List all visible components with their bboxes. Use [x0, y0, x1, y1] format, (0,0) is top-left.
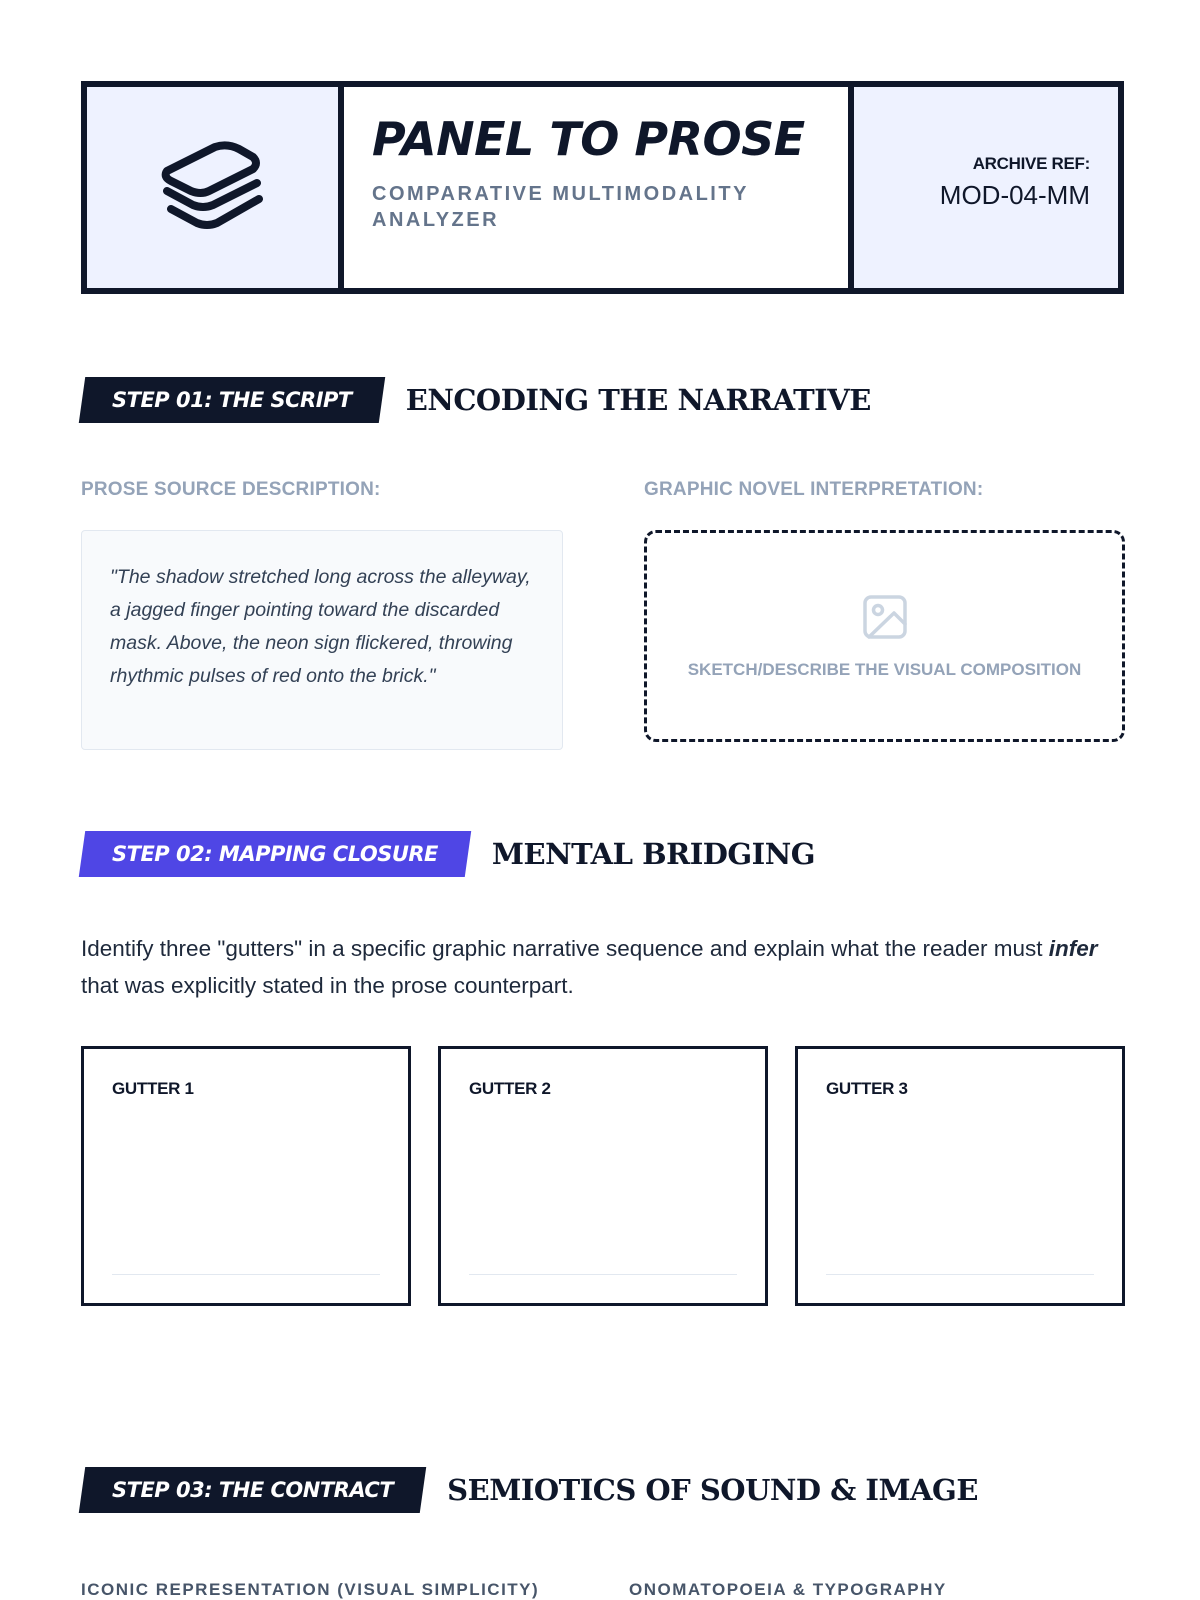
prose-quote-text: "The shadow stretched long across the alleyway, a jagged finger pointing toward the discarded mask. Above, the neon sign flickered, throwing rhythmic pulses of red onto the brick."	[110, 566, 531, 687]
page-title: PANEL TO PROSE	[372, 112, 805, 166]
step-02-tag	[79, 831, 471, 877]
title-panel	[344, 87, 854, 288]
step-03-header	[76, 1467, 978, 1513]
archive-ref-panel	[854, 87, 1118, 288]
layers-icon	[157, 133, 269, 242]
step-03-tag-label: STEP 03: THE CONTRACT	[112, 1478, 394, 1502]
logo-panel	[87, 87, 344, 288]
step-02-tag-label: STEP 02: MAPPING CLOSURE	[112, 842, 438, 866]
image-icon	[861, 593, 909, 646]
gutter-box-2[interactable]	[438, 1046, 768, 1306]
prose-source-label: PROSE SOURCE DESCRIPTION:	[81, 479, 381, 500]
gutter-answer-line	[826, 1274, 1094, 1275]
step-02-header	[76, 831, 815, 877]
step-01-tag	[79, 377, 385, 423]
gutter-box-3[interactable]	[795, 1046, 1125, 1306]
page-subtitle: COMPARATIVE MULTIMODALITY ANALYZER	[372, 183, 749, 231]
gutter-label: GUTTER 3	[826, 1079, 908, 1098]
gutter-label: GUTTER 1	[112, 1079, 194, 1098]
instruction-text-end: that was explicitly stated in the prose counterpart.	[81, 973, 574, 998]
step-01-header	[76, 377, 871, 423]
instruction-text-start: Identify three "gutters" in a specific graphic narrative sequence and explain what the reader must	[81, 936, 1043, 961]
onomatopoeia-label: ONOMATOPOEIA & TYPOGRAPHY	[629, 1580, 947, 1599]
step-02-heading: MENTAL BRIDGING	[491, 837, 816, 871]
archive-ref-label: ARCHIVE REF:	[972, 154, 1090, 173]
gutter-answer-line	[469, 1274, 737, 1275]
worksheet-header	[81, 81, 1124, 294]
archive-ref-value: MOD-04-MM	[939, 180, 1090, 210]
prose-quote-box	[81, 530, 563, 750]
gutter-instructions	[81, 930, 1131, 1004]
graphic-novel-label: GRAPHIC NOVEL INTERPRETATION:	[644, 479, 984, 500]
sketch-prompt: SKETCH/DESCRIBE THE VISUAL COMPOSITION	[687, 659, 1082, 679]
gutter-box-1[interactable]	[81, 1046, 411, 1306]
iconic-representation-label: ICONIC REPRESENTATION (VISUAL SIMPLICITY)	[81, 1580, 540, 1599]
step-03-heading: SEMIOTICS OF SOUND & IMAGE	[447, 1473, 978, 1507]
step-03-tag	[79, 1467, 427, 1513]
step-01-heading: ENCODING THE NARRATIVE	[405, 383, 871, 417]
sketch-drop-zone[interactable]	[644, 530, 1125, 742]
gutter-answer-line	[112, 1274, 380, 1275]
gutter-label: GUTTER 2	[469, 1079, 551, 1098]
step-01-tag-label: STEP 01: THE SCRIPT	[112, 388, 352, 412]
instruction-emphasis: infer	[1048, 936, 1098, 961]
